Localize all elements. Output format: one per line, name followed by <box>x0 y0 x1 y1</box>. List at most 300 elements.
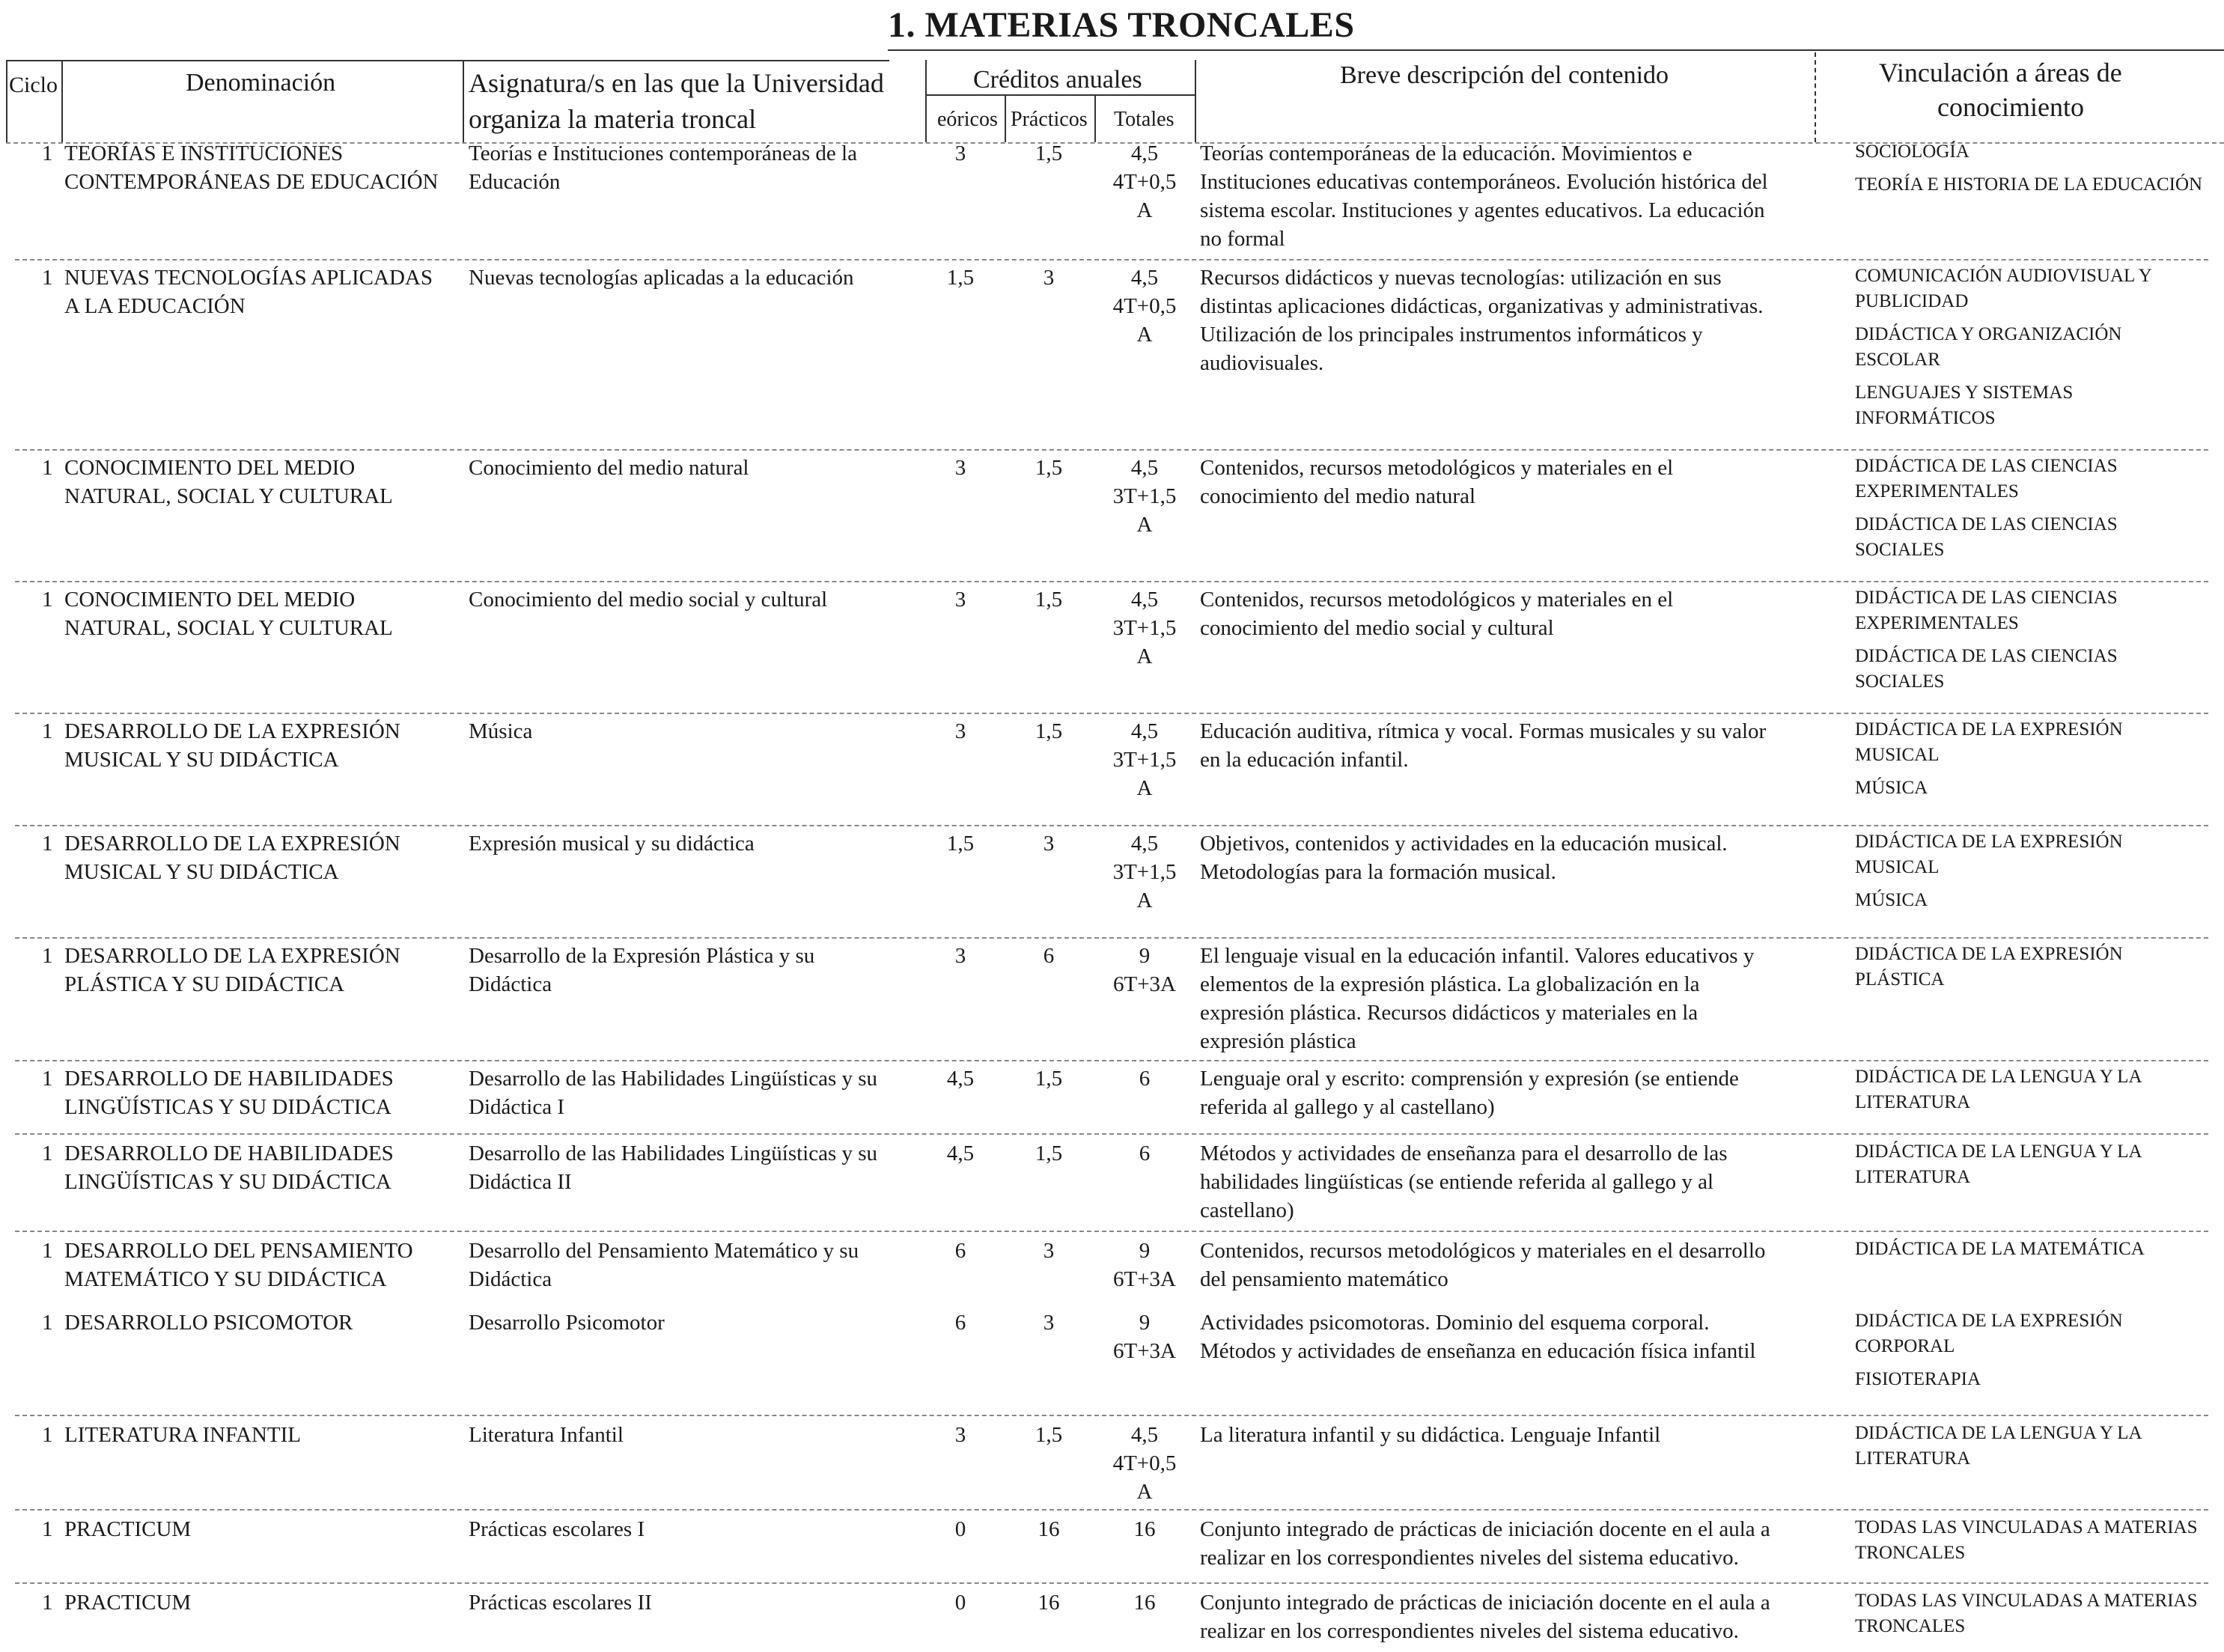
area-cell <box>1855 717 2123 808</box>
practicos-cell: 1,5 <box>1035 456 1063 480</box>
descripcion-cell <box>1200 1515 1770 1572</box>
practicos-cell: 16 <box>1038 1591 1060 1615</box>
denominacion-cell-line: NATURAL, SOCIAL Y CULTURAL <box>64 484 393 508</box>
denominacion-cell <box>64 1515 191 1543</box>
totales-cell <box>1103 717 1186 802</box>
area-line: DIDÁCTICA DE LAS CIENCIAS <box>1855 456 2118 476</box>
area-cell <box>1855 1237 2145 1270</box>
asignatura-cell-line: Teorías e Instituciones contemporáneas de la <box>469 141 857 165</box>
totales-cell-line: 6 <box>1139 1142 1151 1165</box>
header-denominacion: Denominación <box>186 69 336 97</box>
col-divider <box>6 60 7 142</box>
asignatura-cell-line: Didáctica <box>469 972 552 996</box>
descripcion-cell-line: audiovisuales. <box>1200 351 1324 375</box>
denominacion-cell-line: TEORÍAS E INSTITUCIONES <box>64 141 344 165</box>
area-line: CORPORAL <box>1855 1336 1955 1356</box>
row-separator <box>15 825 2208 826</box>
ciclo-cell: 1 <box>42 588 53 612</box>
practicos-cell: 3 <box>1043 266 1055 290</box>
area-group <box>1855 585 2118 636</box>
header-totales: Totales <box>1114 108 1175 131</box>
totales-cell-line: 4T+0,5 <box>1112 1451 1177 1475</box>
area-cell <box>1855 139 2202 205</box>
area-line: COMUNICACIÓN AUDIOVISUAL Y <box>1855 266 2152 286</box>
descripcion-cell-line: El lenguaje visual en la educación infantil. Valores educativos y <box>1200 944 1755 968</box>
row-separator <box>15 1415 2208 1416</box>
area-line: LITERATURA <box>1855 1092 1971 1112</box>
area-cell <box>1855 585 2118 702</box>
teoricos-cell: 3 <box>954 944 966 968</box>
asignatura-cell-line: Literatura Infantil <box>469 1423 624 1447</box>
asignatura-cell <box>469 1139 877 1196</box>
totales-cell-line: 16 <box>1133 1517 1156 1541</box>
area-line: SOCIOLOGÍA <box>1855 141 1969 162</box>
asignatura-cell-line: Conocimiento del medio natural <box>469 456 749 480</box>
header-descripcion: Breve descripción del contenido <box>1340 61 1669 89</box>
descripcion-cell-line: del pensamiento matemático <box>1200 1267 1448 1291</box>
area-line: DIDÁCTICA Y ORGANIZACIÓN <box>1855 324 2122 344</box>
descripcion-cell <box>1200 1237 1765 1293</box>
asignatura-cell-line: Nuevas tecnologías aplicadas a la educación <box>469 266 854 290</box>
descripcion-cell-line: habilidades lingüísticas (se entiende referida al gallego y al <box>1200 1170 1714 1194</box>
area-line: DIDÁCTICA DE LA LENGUA Y LA <box>1855 1067 2142 1087</box>
denominacion-cell-line: PRACTICUM <box>64 1517 192 1541</box>
totales-cell <box>1103 1064 1186 1093</box>
practicos-cell: 3 <box>1043 1311 1055 1335</box>
asignatura-cell-line: Didáctica II <box>469 1170 572 1194</box>
col-divider <box>61 60 63 142</box>
asignatura-cell-line: Desarrollo de las Habilidades Lingüísticas y su <box>469 1142 878 1165</box>
ciclo-cell: 1 <box>42 1311 53 1335</box>
descripcion-cell-line: conocimiento del medio social y cultural <box>1200 616 1554 640</box>
descripcion-cell <box>1200 1588 1770 1645</box>
asignatura-cell-line: Música <box>469 719 533 743</box>
ciclo-cell: 1 <box>42 719 53 743</box>
area-line: SOCIALES <box>1855 671 1945 692</box>
page-title: 1. MATERIAS TRONCALES <box>888 5 1355 45</box>
totales-cell-line: 4,5 <box>1130 832 1159 856</box>
ciclo-cell: 1 <box>42 1239 53 1263</box>
area-group <box>1855 1308 2123 1359</box>
denominacion-cell-line: MUSICAL Y SU DIDÁCTICA <box>64 860 339 884</box>
denominacion-cell-line: PRACTICUM <box>64 1591 192 1615</box>
descripcion-cell-line: Actividades psicomotoras. Dominio del esquema corporal. <box>1200 1311 1710 1335</box>
area-line: TRONCALES <box>1855 1616 1966 1636</box>
area-group <box>1855 1139 2142 1190</box>
totales-cell <box>1103 1308 1186 1365</box>
area-line: DIDÁCTICA DE LA MATEMÁTICA <box>1855 1239 2145 1259</box>
area-cell <box>1855 942 2123 1000</box>
denominacion-cell-line: DESARROLLO PSICOMOTOR <box>64 1311 353 1335</box>
descripcion-cell-line: Utilización de los principales instrumentos informáticos y <box>1200 323 1703 347</box>
descripcion-cell-line: referida al gallego y al castellano) <box>1200 1095 1495 1119</box>
totales-cell-line: 4,5 <box>1130 141 1159 165</box>
denominacion-cell-line: NUEVAS TECNOLOGÍAS APLICADAS <box>64 266 433 290</box>
practicos-cell: 1,5 <box>1035 141 1063 165</box>
ciclo-cell: 1 <box>42 1517 53 1541</box>
descripcion-cell <box>1200 454 1673 510</box>
asignatura-cell <box>469 717 532 746</box>
descripcion-cell <box>1200 1064 1739 1121</box>
totales-cell-line: A <box>1136 889 1153 912</box>
teoricos-cell: 0 <box>954 1517 966 1541</box>
totales-cell-line: 4,5 <box>1130 719 1159 743</box>
row-separator <box>15 449 2208 451</box>
area-line: DIDÁCTICA DE LAS CIENCIAS <box>1855 646 2118 666</box>
denominacion-cell-line: CONTEMPORÁNEAS DE EDUCACIÓN <box>64 170 439 194</box>
totales-cell <box>1103 263 1186 349</box>
area-line: FISIOTERAPIA <box>1855 1369 1981 1389</box>
area-group <box>1855 1588 2197 1639</box>
ciclo-cell: 1 <box>42 1067 53 1091</box>
practicos-cell: 1,5 <box>1035 1067 1063 1091</box>
teoricos-cell: 3 <box>954 141 966 165</box>
totales-cell <box>1103 942 1186 999</box>
totales-cell-line: A <box>1136 198 1153 222</box>
denominacion-cell <box>64 454 393 510</box>
descripcion-cell-line: no formal <box>1200 227 1285 251</box>
denominacion-cell-line: DESARROLLO DE HABILIDADES <box>64 1067 394 1091</box>
area-group <box>1855 263 2152 314</box>
area-line: DIDÁCTICA DE LA LENGUA Y LA <box>1855 1423 2142 1443</box>
area-line: MÚSICA <box>1855 778 1928 798</box>
denominacion-cell-line: DESARROLLO DE LA EXPRESIÓN <box>64 832 400 856</box>
asignatura-cell-line: Expresión musical y su didáctica <box>469 832 755 856</box>
asignatura-cell-line: Prácticas escolares II <box>469 1591 652 1615</box>
area-cell <box>1855 1421 2142 1479</box>
descripcion-cell-line: distintas aplicaciones didácticas, organizativas y administrativas. <box>1200 294 1764 318</box>
descripcion-cell-line: Contenidos, recursos metodológicos y materiales en el <box>1200 456 1674 480</box>
area-group <box>1855 380 2152 431</box>
asignatura-cell-line: Desarrollo Psicomotor <box>469 1311 665 1335</box>
header-vinculacion-line2: conocimiento <box>1937 92 2084 122</box>
practicos-cell: 16 <box>1038 1517 1060 1541</box>
totales-cell-line: 9 <box>1139 944 1151 968</box>
ciclo-cell: 1 <box>42 456 53 480</box>
denominacion-cell <box>64 1139 394 1196</box>
area-line: DIDÁCTICA DE LA LENGUA Y LA <box>1855 1142 2142 1162</box>
totales-cell-line: A <box>1136 323 1153 347</box>
descripcion-cell-line: Instituciones educativas contemporáneos. Evolución histórica del <box>1200 170 1768 194</box>
asignatura-cell-line: Didáctica I <box>469 1095 565 1119</box>
header-practicos: Prácticos <box>1011 108 1088 131</box>
descripcion-cell <box>1200 1308 1755 1365</box>
denominacion-cell <box>64 585 393 642</box>
totales-cell-line: A <box>1136 776 1153 800</box>
row-separator <box>15 1509 2208 1511</box>
descripcion-cell-line: Contenidos, recursos metodológicos y materiales en el <box>1200 588 1674 612</box>
practicos-cell: 1,5 <box>1035 719 1063 743</box>
descripcion-cell-line: Conjunto integrado de prácticas de iniciación docente en el aula a <box>1200 1517 1770 1541</box>
header-teoricos: eóricos <box>937 108 998 131</box>
asignatura-cell-line: Educación <box>469 170 561 194</box>
denominacion-cell <box>64 139 438 196</box>
header-asignatura-line2: organiza la materia troncal <box>469 104 757 134</box>
area-line: DIDÁCTICA DE LA EXPRESIÓN <box>1855 944 2123 964</box>
denominacion-cell-line: DESARROLLO DE LA EXPRESIÓN <box>64 944 400 968</box>
area-line: TODAS LAS VINCULADAS A MATERIAS <box>1855 1517 2198 1537</box>
asignatura-cell <box>469 1421 624 1449</box>
totales-cell-line: 3T+1,5 <box>1112 616 1177 640</box>
asignatura-cell <box>469 829 755 858</box>
row-separator <box>15 1231 2208 1232</box>
descripcion-cell-line: Objetivos, contenidos y actividades en la educación musical. <box>1200 832 1728 856</box>
area-line: DIDÁCTICA DE LA EXPRESIÓN <box>1855 832 2123 852</box>
ciclo-cell: 1 <box>42 1423 53 1447</box>
area-cell <box>1855 1588 2197 1647</box>
descripcion-cell-line: en la educación infantil. <box>1200 748 1409 772</box>
area-line: LENGUAJES Y SISTEMAS <box>1855 382 2074 403</box>
totales-cell-line: 16 <box>1133 1591 1156 1615</box>
denominacion-cell-line: A LA EDUCACIÓN <box>64 294 246 318</box>
col-divider <box>1195 60 1196 142</box>
col-divider <box>1005 94 1006 142</box>
header-top-rule <box>6 60 889 61</box>
totales-cell <box>1103 1237 1186 1293</box>
area-line: TRONCALES <box>1855 1543 1966 1563</box>
denominacion-cell-line: LINGÜÍSTICAS Y SU DIDÁCTICA <box>64 1095 392 1119</box>
totales-cell-line: A <box>1136 644 1153 668</box>
area-cell <box>1855 1515 2197 1573</box>
asignatura-cell <box>469 263 854 292</box>
denominacion-cell <box>64 263 433 320</box>
area-line: EXPERIMENTALES <box>1855 613 2019 633</box>
totales-cell <box>1103 829 1186 915</box>
area-cell <box>1855 1308 2123 1400</box>
area-line: ESCOLAR <box>1855 350 1940 370</box>
totales-cell <box>1103 454 1186 539</box>
descripcion-cell-line: Educación auditiva, rítmica y vocal. Formas musicales y su valor <box>1200 719 1767 743</box>
area-group <box>1855 1237 2145 1262</box>
teoricos-cell: 4,5 <box>946 1142 975 1165</box>
totales-cell-line: 4,5 <box>1130 266 1159 290</box>
descripcion-cell <box>1200 1139 1728 1225</box>
header-ciclo: Ciclo <box>9 73 58 97</box>
header-creditos: Créditos anuales <box>973 66 1142 94</box>
col-divider <box>463 60 464 142</box>
ciclo-cell: 1 <box>42 832 53 856</box>
area-group <box>1855 1367 2123 1392</box>
ciclo-cell: 1 <box>42 266 53 290</box>
teoricos-cell: 3 <box>954 456 966 480</box>
area-group <box>1855 1064 2142 1115</box>
totales-cell <box>1103 1588 1186 1617</box>
asignatura-cell-line: Desarrollo de la Expresión Plástica y su <box>469 944 815 968</box>
denominacion-cell-line: PLÁSTICA Y SU DIDÁCTICA <box>64 972 345 996</box>
area-group <box>1855 644 2118 695</box>
totales-cell-line: 4T+0,5 <box>1112 294 1177 318</box>
descripcion-cell-line: Contenidos, recursos metodológicos y materiales en el desarrollo <box>1200 1239 1766 1263</box>
denominacion-cell-line: MUSICAL Y SU DIDÁCTICA <box>64 748 339 772</box>
descripcion-cell-line: realizar en los correspondientes niveles del sistema educativo. <box>1200 1546 1739 1570</box>
area-cell <box>1855 454 2118 570</box>
denominacion-cell-line: MATEMÁTICO Y SU DIDÁCTICA <box>64 1267 387 1291</box>
totales-cell-line: 6 <box>1139 1067 1151 1091</box>
descripcion-cell-line: Teorías contemporáneas de la educación. Movimientos e <box>1200 141 1693 165</box>
area-line: MUSICAL <box>1855 857 1940 877</box>
denominacion-cell-line: CONOCIMIENTO DEL MEDIO <box>64 588 356 612</box>
area-line: TODAS LAS VINCULADAS A MATERIAS <box>1855 1591 2198 1611</box>
title-underline <box>888 49 2224 51</box>
area-line: MUSICAL <box>1855 745 1940 765</box>
totales-cell <box>1103 139 1186 225</box>
descripcion-cell-line: Métodos y actividades de enseñanza en educación física infantil <box>1200 1339 1756 1363</box>
ciclo-cell: 1 <box>42 944 53 968</box>
totales-cell-line: 9 <box>1139 1311 1151 1335</box>
area-line: TEORÍA E HISTORIA DE LA EDUCACIÓN <box>1855 174 2203 195</box>
denominacion-cell <box>64 1064 394 1121</box>
col-divider <box>1094 94 1096 142</box>
totales-cell-line: 3T+1,5 <box>1112 860 1177 884</box>
totales-cell-line: A <box>1136 1480 1153 1504</box>
descripcion-cell <box>1200 139 1768 253</box>
totales-cell-line: 3T+1,5 <box>1112 748 1177 772</box>
area-line: DIDÁCTICA DE LAS CIENCIAS <box>1855 588 2118 608</box>
descripcion-cell <box>1200 717 1766 774</box>
row-separator <box>15 1582 2208 1584</box>
totales-cell-line: 4,5 <box>1130 588 1159 612</box>
area-cell <box>1855 1064 2142 1123</box>
col-divider <box>1815 52 1816 142</box>
totales-cell-line: 9 <box>1139 1239 1151 1263</box>
asignatura-cell-line: Prácticas escolares I <box>469 1517 645 1541</box>
descripcion-cell <box>1200 829 1728 886</box>
totales-cell <box>1103 1421 1186 1506</box>
denominacion-cell <box>64 1421 301 1449</box>
denominacion-cell-line: LITERATURA INFANTIL <box>64 1423 302 1447</box>
asignatura-cell-line: Didáctica <box>469 1267 552 1291</box>
area-line: DIDÁCTICA DE LAS CIENCIAS <box>1855 514 2118 534</box>
practicos-cell: 3 <box>1043 832 1055 856</box>
denominacion-cell <box>64 829 400 886</box>
teoricos-cell: 1,5 <box>946 832 975 856</box>
area-cell <box>1855 1139 2142 1198</box>
area-line: DIDÁCTICA DE LA EXPRESIÓN <box>1855 1311 2123 1331</box>
totales-cell-line: A <box>1136 513 1153 537</box>
teoricos-cell: 4,5 <box>946 1067 975 1091</box>
denominacion-cell-line: NATURAL, SOCIAL Y CULTURAL <box>64 616 393 640</box>
asignatura-cell-line: Conocimiento del medio social y cultural <box>469 588 828 612</box>
area-line: PUBLICIDAD <box>1855 291 1969 311</box>
ciclo-cell: 1 <box>42 1591 53 1615</box>
area-group <box>1855 454 2118 505</box>
totales-cell <box>1103 585 1186 671</box>
area-cell <box>1855 829 2123 921</box>
row-separator <box>15 1133 2208 1135</box>
descripcion-cell <box>1200 263 1763 377</box>
ciclo-cell: 1 <box>42 1142 53 1165</box>
totales-cell-line: 4,5 <box>1130 456 1159 480</box>
descripcion-cell-line: Recursos didácticos y nuevas tecnologías: utilización en sus <box>1200 266 1722 290</box>
area-group <box>1855 829 2123 880</box>
area-group <box>1855 717 2123 768</box>
asignatura-cell <box>469 1515 645 1543</box>
teoricos-cell: 1,5 <box>946 266 975 290</box>
header-vinculacion-line1: Vinculación a áreas de <box>1879 58 2122 88</box>
practicos-cell: 1,5 <box>1035 1142 1063 1165</box>
row-separator <box>15 713 2208 714</box>
area-group <box>1855 942 2123 993</box>
descripcion-cell-line: Métodos y actividades de enseñanza para el desarrollo de las <box>1200 1142 1728 1165</box>
ciclo-cell: 1 <box>42 141 53 165</box>
row-separator <box>15 1060 2208 1061</box>
descripcion-cell-line: Lenguaje oral y escrito: comprensión y expresión (se entiende <box>1200 1067 1739 1091</box>
area-line: INFORMÁTICOS <box>1855 408 1996 428</box>
practicos-cell: 1,5 <box>1035 1423 1063 1447</box>
area-line: PLÁSTICA <box>1855 969 1945 990</box>
area-group <box>1855 139 2202 165</box>
totales-cell-line: 6T+3A <box>1112 972 1176 996</box>
totales-cell-line: 6T+3A <box>1112 1339 1176 1363</box>
col-divider <box>925 60 927 142</box>
denominacion-cell-line: LINGÜÍSTICAS Y SU DIDÁCTICA <box>64 1170 392 1194</box>
practicos-cell: 6 <box>1043 944 1055 968</box>
descripcion-cell-line: Metodologías para la formación musical. <box>1200 860 1556 884</box>
header-asignatura-line1: Asignatura/s en las que la Universidad <box>469 68 884 98</box>
totales-cell <box>1103 1139 1186 1168</box>
totales-cell <box>1103 1515 1186 1543</box>
row-separator <box>15 259 2208 260</box>
teoricos-cell: 6 <box>954 1239 966 1263</box>
asignatura-cell <box>469 1588 652 1617</box>
row-separator <box>15 937 2208 939</box>
row-separator <box>15 581 2208 582</box>
descripcion-cell <box>1200 585 1673 642</box>
area-line: DIDÁCTICA DE LA EXPRESIÓN <box>1855 719 2123 740</box>
practicos-cell: 3 <box>1043 1239 1055 1263</box>
denominacion-cell <box>64 1237 413 1293</box>
descripcion-cell-line: elementos de la expresión plástica. La globalización en la <box>1200 972 1700 996</box>
area-line: LITERATURA <box>1855 1448 1971 1469</box>
asignatura-cell <box>469 585 827 614</box>
area-line: MÚSICA <box>1855 890 1928 910</box>
descripcion-cell-line: sistema escolar. Instituciones y agentes educativos. La educación <box>1200 198 1765 222</box>
descripcion-cell-line: castellano) <box>1200 1198 1294 1222</box>
descripcion-cell <box>1200 942 1754 1055</box>
area-group <box>1855 172 2202 198</box>
denominacion-cell <box>64 717 400 774</box>
asignatura-cell-line: Desarrollo de las Habilidades Lingüísticas y su <box>469 1067 878 1091</box>
asignatura-cell <box>469 1308 665 1337</box>
area-cell <box>1855 263 2152 439</box>
totales-cell-line: 4T+0,5 <box>1112 170 1177 194</box>
area-group <box>1855 1515 2197 1566</box>
descripcion-cell-line: La literatura infantil y su didáctica. Lenguaje Infantil <box>1200 1423 1661 1447</box>
teoricos-cell: 3 <box>954 719 966 743</box>
area-group <box>1855 888 2123 913</box>
denominacion-cell <box>64 1308 353 1337</box>
area-group <box>1855 775 2123 801</box>
area-line: EXPERIMENTALES <box>1855 481 2019 502</box>
descripcion-cell-line: conocimiento del medio natural <box>1200 484 1476 508</box>
denominacion-cell <box>64 942 400 999</box>
totales-cell-line: 3T+1,5 <box>1112 484 1177 508</box>
descripcion-cell <box>1200 1421 1660 1449</box>
denominacion-cell-line: DESARROLLO DE HABILIDADES <box>64 1142 394 1165</box>
area-group <box>1855 322 2152 373</box>
teoricos-cell: 6 <box>954 1311 966 1335</box>
denominacion-cell-line: DESARROLLO DEL PENSAMIENTO <box>64 1239 413 1263</box>
totales-cell-line: 4,5 <box>1130 1423 1159 1447</box>
area-line: SOCIALES <box>1855 540 1945 560</box>
teoricos-cell: 0 <box>954 1591 966 1615</box>
denominacion-cell-line: CONOCIMIENTO DEL MEDIO <box>64 456 356 480</box>
teoricos-cell: 3 <box>954 1423 966 1447</box>
area-line: LITERATURA <box>1855 1167 1971 1187</box>
practicos-cell: 1,5 <box>1035 588 1063 612</box>
denominacion-cell-line: DESARROLLO DE LA EXPRESIÓN <box>64 719 400 743</box>
teoricos-cell: 3 <box>954 588 966 612</box>
